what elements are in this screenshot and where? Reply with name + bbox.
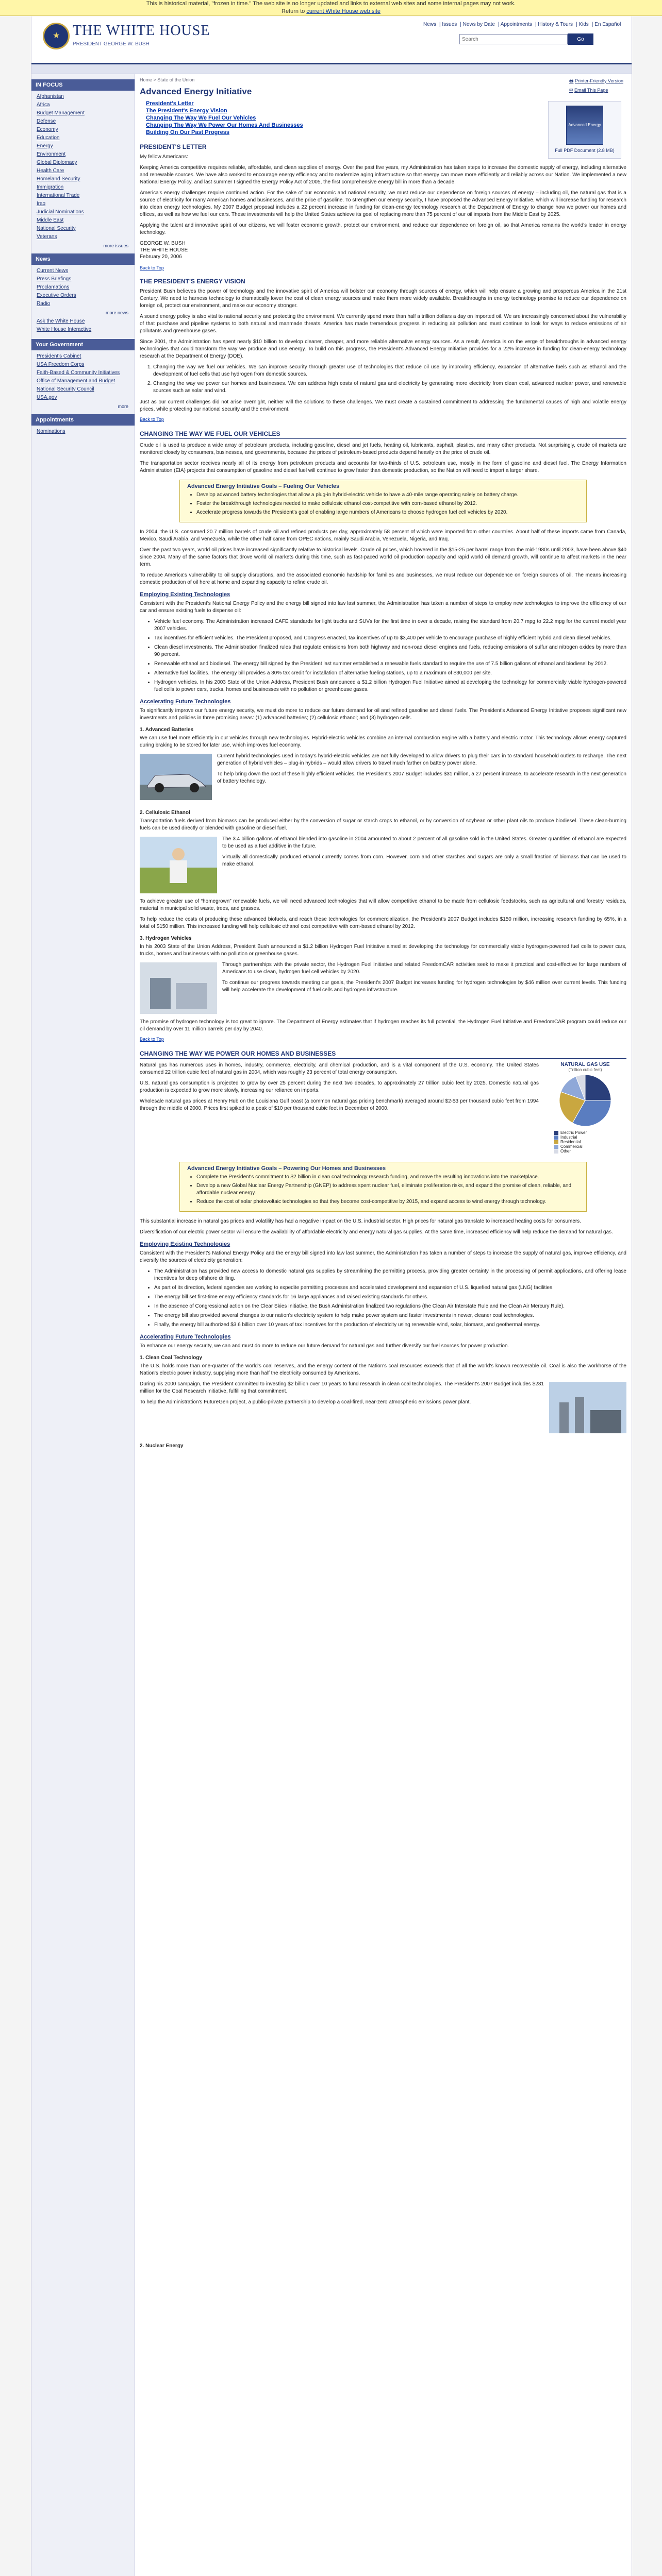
hydrogen-heading: 3. Hydrogen Vehicles [140,936,192,941]
power-paragraph: Wholesale natural gas prices at Henry Hub on the Louisiana Gulf coast (a common natural gas pricing benchmark) averaged around $2-$3 per thousand cubic feet from 1994 through the middle of 2000. Prices first spiked to a peak of $10 per thousand cubic feet in December of 2000. [140,1098,539,1111]
signature-org: THE WHITE HOUSE [140,247,188,253]
legend-swatch [554,1149,558,1154]
power-plant-illustration [549,1382,626,1433]
power-paragraph: U.S. natural gas consumption is projected to grow by over 25 percent during the next two decades, to approximately 27 trillion cubic feet by 2025. Domestic natural gas production is expected to grow more slowly, increasing our reliance on imports. [140,1080,539,1093]
list-item: • Foster the breakthrough technologies needed to make cellulosic ethanol cost-competitive with corn-based ethanol by 2012. [196,500,579,507]
power-existing-heading: Employing Existing Technologies [140,1241,230,1247]
batteries-paragraph: Current hybrid technologies used in today's hybrid-electric vehicles are not fully developed to allow drivers to plug their cars in to standard household outlets to recharge. The next generation of hybrid vehicles – plug-in hybrids – would allow drivers to travel much farther on battery power alone. [217,753,626,766]
sidebar-item[interactable]: USA.gov [37,395,57,400]
legend-label: Residential [560,1140,581,1144]
sidebar-item[interactable]: Energy [37,143,53,149]
power-plant-photo [549,1382,626,1435]
current-site-link[interactable]: current White House web site [306,8,380,14]
smokestack [559,1402,569,1433]
breadcrumb[interactable]: Home > State of the Union [140,77,195,82]
sidebar-news-list [31,267,135,308]
printer-friendly-link[interactable]: Printer-Friendly Version [574,78,623,83]
top-links: News | Issues | News by Date | Appointments | History & Tours | Kids | En Español [423,22,621,27]
fuel-paragraph: The transportation sector receives nearly all of its energy from petroleum products and accounts for two-thirds of U.S. petroleum use, mostly in the form of gasoline and diesel fuel. The Energy Information Administration (EIA) projects that consumption of gasoline and diesel fuel will continue to grow faster than domestic production, so the Nation will need to import a larger share. [140,461,626,473]
sidebar-interact-list [31,317,135,334]
legend-swatch [554,1136,558,1140]
legend-item [544,1140,626,1144]
back-to-top-link[interactable]: Back to Top [140,417,164,422]
letter-paragraph: Applying the talent and innovative spirit of our citizens, we will foster economic growth, protect our environment, and reduce our dependence on foreign oil, so that America remains the world's leader in energy technology. [140,223,626,235]
sidebar-item[interactable]: Immigration [37,184,64,190]
sidebar-item[interactable]: Afghanistan [37,94,64,99]
list-item: • Finally, the energy bill authorized $3.6 billion over 10 years of tax incentives for the production of electricity using renewable wind, solar, biomass, and geothermal energy. [154,1321,626,1329]
site-subtitle: PRESIDENT GEORGE W. BUSH [73,41,150,47]
future-tech-intro: To significantly improve our future energy security, we must do more to reduce our future demand for oil and refined gasoline and diesel fuels. The President's Advanced Energy Initiative proposes significant new investments and policies in three promising areas: (1) advanced batteries; (2) cellulosic ethanol; and (3) hydrogen cells. [140,708,626,721]
top-link-news[interactable]: News [423,22,437,27]
photo-equipment [150,978,171,1009]
future-tech-heading: Accelerating Future Technologies [140,699,231,705]
legend-item [544,1135,626,1140]
person-shirt [170,860,187,883]
sidebar-more-news[interactable]: more news [105,310,128,315]
page-title: Advanced Energy Initiative [140,87,252,96]
site-title[interactable]: THE WHITE HOUSE [73,23,210,39]
power-future-intro: To enhance our energy security, we can and must do more to reduce our future demand for natural gas and further diversify our fuel sources for power production. [140,1343,509,1349]
vision-paragraph: Since 2001, the Administration has spent nearly $10 billion to develop cleaner, cheaper, and more reliable alternative energy sources. As a result, America is on the verge of breakthroughs in advanced energy technologies that could transform the way we produce and use energy. To build on this progress, the President's Advanced Energy Initiative provides for a 22% increase in funding for clean-energy technology research at the Department of Energy (DOE). [140,339,626,359]
sidebar-appt-list [31,428,135,436]
top-link-kids[interactable]: Kids [578,22,589,27]
car-wheel [190,783,199,792]
list-item: • As part of its direction, federal agencies are working to expedite permitting processes and accelerated development and expansion of U.S. liquefied natural gas (LNG) facilities. [154,1284,626,1292]
page-tools [569,77,623,95]
natural-gas-chart [544,1062,626,1154]
list-item: 2. Changing the way we power our homes and businesses. We can address high costs of natural gas and electricity by generating more electricity from clean coal, advanced nuclear power, and renewable sources such as solar and wind. [153,380,626,395]
sidebar-more-issues[interactable]: more issues [103,243,128,248]
legend-swatch [554,1131,558,1135]
archive-notice-text: This is historical material, "frozen in time." The web site is no longer updated and links to external web sites and some internal pages may not work. [146,1,516,7]
sidebar-item[interactable]: Budget Management [37,110,85,116]
sidebar-item[interactable]: Middle East [37,217,64,223]
legend-item [544,1149,626,1154]
list-item: • Hydrogen vehicles. In his 2003 State of the Union Address, President Bush announced a $1.2 billion Hydrogen Fuel Initiative aimed at developing the technology for commercially viable hydrogen-powered fuel cells to power cars, trucks, homes and businesses with no pollution or greenhouse gases. [154,679,626,693]
sidebar-item[interactable]: White House Interactive [37,327,92,332]
email-page-link[interactable]: Email This Page [574,88,608,93]
legend-label: Other [560,1149,571,1154]
sidebar-more-gov[interactable]: more [118,404,128,409]
nav-strip [31,64,632,74]
chart-title: NATURAL GAS USE [560,1062,610,1067]
top-link-espanol[interactable]: En Español [594,22,621,27]
list-item: • The Administration has provided new access to domestic natural gas supplies by streamlining the permitting process, providing greater certainty in the processing of permit applications, and offering lease incentives for deep offshore drilling. [154,1268,626,1282]
sidebar-item[interactable]: Africa [37,102,50,108]
ethanol-paragraph: Virtually all domestically produced ethanol currently comes from corn. However, corn and other starches and sugars are only a small fraction of biomass that can be used to make ethanol. [222,854,626,867]
list-item: • Develop a new Global Nuclear Energy Partnership (GNEP) to address spent nuclear fuel, eliminate proliferation risks, and expand the promise of clean, reliable, and affordable nuclear energy. [196,1182,579,1197]
list-item: • Renewable ethanol and biodiesel. The energy bill signed by the President last summer established a renewable fuels standard to require the use of 7.5 billion gallons of ethanol and biodiesel by 2012. [154,660,626,668]
sidebar-item[interactable]: Global Diplomacy [37,160,77,165]
sidebar-item[interactable]: USA Freedom Corps [37,362,85,367]
sidebar-item[interactable]: Environment [37,151,66,157]
letter-paragraph: America's energy challenges require continued action. For the sake of our economic and national security, we must reduce our dependence on foreign sources of energy – including oil, the natural gas that is a source of electricity for many American homes and businesses, and the price of gasoline. To strengthen our energy security, I have proposed the Advanced Energy Initiative, which will increase funding for research into clean energy technologies. My 2007 Budget proposal includes a 22 percent increase in funding for clean-energy technology research at the Department of Energy to change how we power our homes and offices, as well as how we fuel our cars. These investments will help the United States achieve its goal of replacing more than 75 percent of our oil imports from the Middle East by 2025. [140,190,626,217]
legend-swatch [554,1145,558,1149]
fuel-goals-box [179,480,587,522]
sidebar-item[interactable]: National Security [37,226,76,231]
list-item: • The energy bill set first-time energy efficiency standards for 16 large appliances and raised existing standards for others. [154,1294,626,1301]
list-item: • Vehicle fuel economy. The Administration increased CAFE standards for light trucks and SUVs for the first time in over a decade, raising the standard from 20.7 mpg to 22.2 mpg for the current model year 2007 vehicles. [154,618,626,633]
toc-link[interactable]: The President's Energy Vision [146,108,227,114]
sidebar-gov-list [31,352,135,402]
letter-heading: PRESIDENT'S LETTER [140,143,207,150]
sidebar-item[interactable]: Proclamations [37,284,70,290]
toc-link[interactable]: President's Letter [146,100,194,107]
top-link-issues[interactable]: Issues [442,22,457,27]
ethanol-paragraph: To help reduce the costs of producing these advanced biofuels, and reach these technologies for commercialization, the President's 2007 Budget includes $150 million, increasing research funding by 65%, in a total of $150 million. This increased funding will help cellulosic ethanol cost competitive with corn-based ethanol by 2012. [140,917,626,929]
sidebar-focus-list [31,93,135,241]
pdf-link[interactable]: Full PDF Document (2.8 MB) [555,148,615,153]
list-item: • Reduce the cost of solar photovoltaic technologies so that they become cost-competitive by 2015, and expand access to wind energy through technology. [196,1198,579,1206]
list-item: • Complete the President's commitment to $2 billion in clean coal technology research funding, and move the resulting innovations into the marketplace. [196,1174,579,1181]
sidebar-item[interactable]: Press Briefings [37,276,72,282]
page [31,16,632,2576]
search-button[interactable]: Go [568,33,593,45]
vision-paragraph: A sound energy policy is also vital to national security and protecting the environment. We currently spend more than half a trillion dollars a day on imported oil. We are increasingly concerned about the vulnerability of that purchase and pipeline systems to both natural and manmade threats. America has made tremendous progress in reducing air pollution and must continue to look for ways to reduce emissions of air pollutants and greenhouse gases. [140,314,626,334]
vision-paragraph: President Bush believes the power of technology and the innovative spirit of America will bolster our economy through sources of energy, which will help ensure a growing and prosperous America in the 21st Century. We need to harness technology to dramatically lower the cost of clean energy sources and make them more widely available. Breakthroughs in energy technology promise to reduce our dependence on foreign oil, protect our environment, and make our economy stronger. [140,289,626,309]
sidebar [31,74,135,2576]
fuel-paragraph: Crude oil is used to produce a wide array of petroleum products, including gasoline, diesel and jet fuels, heating oil, lubricants, asphalt, plastics, and many other products. Not surprisingly, crude oil markets are monitored closely by consumers, businesses, and governments, because the prices of petroleum-based products depend heavily on the price of crude oil. [140,443,626,455]
hydrogen-paragraph: To continue our progress towards meeting our goals, the President's 2007 Budget increases funding for hydrogen technologies by $46 million over current levels. This funding will help accelerate the development of fuel cells and hydrogen infrastructure. [222,980,626,993]
toc-link[interactable]: Changing The Way We Power Our Homes And Businesses [146,122,303,128]
power-paragraph: Diversification of our electric power sector will ensure the availability of affordable electricity and energy natural gas supplies. At the same time, increased efficiency will help reduce the demand for natural gas. [140,1229,613,1235]
fuel-heading: CHANGING THE WAY WE FUEL OUR VEHICLES [140,430,626,439]
ethanol-paragraph: The 3.4 billion gallons of ethanol blended into gasoline in 2004 amounted to about 2 percent of all gasoline sold in the United States. Greater quantities of ethanol are expected to be used as a fuel additive in the future. [222,836,626,849]
legend-label: Electric Power [560,1130,587,1135]
printer-icon[interactable]: 🖶 [569,78,574,83]
hydrogen-paragraph: Through partnerships with the private sector, the Hydrogen Fuel Initiative and related FreedomCAR activities seek to make it practical and cost-effective for large numbers of Americans to use clean, hydrogen fuel cell vehicles by 2020. [222,962,626,975]
batteries-paragraph: To help bring down the cost of these highly efficient vehicles, the President's 2007 Budget includes $31 million, a 27 percent increase, to accelerate research in the next generation of battery technology. [217,771,626,784]
archive-notice [0,0,662,16]
power-existing-intro: Consistent with the President's National Energy Policy and the energy bill signed into law last summer, the Administration has taken a number of steps to increase the supply of natural gas, improve efficiency, and diversify the sources of electricity generation: [140,1250,626,1263]
sidebar-heading-appointments: Appointments [31,414,135,426]
goals-box-heading: Advanced Energy Initiative Goals – Fueling Our Vehicles [187,483,340,489]
farmer-illustration [140,837,217,893]
main-content [140,74,626,2576]
table-of-contents [140,100,507,136]
batteries-heading: 1. Advanced Batteries [140,727,194,733]
power-future-heading: Accelerating Future Technologies [140,1334,231,1340]
sidebar-item[interactable]: Ask the White House [37,318,85,324]
sidebar-item[interactable]: Office of Management and Budget [37,378,115,384]
vision-paragraph: Just as our current challenges did not arise overnight, neither will the solutions to these challenges. We must create a sustained commitment to addressing the fundamental causes of high and volatile energy prices, while protecting our national security and the environment. [140,399,626,412]
coal-paragraph: The U.S. holds more than one-quarter of the world's coal reserves, and the energy content of the Nation's coal resources exceeds that of all the world's known recoverable oil. Coal is also the workhorse of the Nation's electric power industry, supplying more than half the electricity consumed by Americans. [140,1363,626,1376]
vision-heading: THE PRESIDENT'S ENERGY VISION [140,278,245,285]
back-to-top-link[interactable]: Back to Top [140,1037,164,1042]
vision-goals-list [140,364,626,395]
list-item: • Tax incentives for efficient vehicles. The President proposed, and Congress enacted, tax incentives of up to $3,400 per vehicle to encourage purchase of highly efficient hybrid and clean diesel vehicles. [154,635,626,642]
ethanol-paragraph: Transportation fuels derived from biomass can be produced either by the conversion of sugar or starch crops to ethanol, or by conversion of soybean or other plant oils to produce biodiesel. These clean-burning fuels can be used directly or blended with gasoline or diesel fuel. [140,818,626,831]
photo-equipment [176,983,207,1009]
signature-date: February 20, 2006 [140,254,182,260]
sidebar-item[interactable]: Homeland Security [37,176,80,182]
existing-tech-intro: Consistent with the President's National Energy Policy and the energy bill signed into law last summer, the Administration has taken a number of steps to employ new technologies to improve the efficiency of our car and ensure existing fuels to dispense oil: [140,601,626,614]
top-link-news-by-date[interactable]: News by Date [462,22,495,27]
sidebar-heading-focus: IN FOCUS [31,79,135,91]
sidebar-item[interactable]: Veterans [37,234,57,240]
top-link-appointments[interactable]: Appointments [500,22,532,27]
pie-slice-electric-power [585,1075,611,1100]
list-item: • Alternative fuel facilities. The energy bill provides a 30% tax credit for installation of alternative fueling stations, up to a maximum of $30,000 per site. [154,670,626,677]
toc-link[interactable]: Building On Our Past Progress [146,129,229,135]
power-paragraph: This substantial increase in natural gas prices and volatility has had a negative impact on the U.S. industrial sector. High prices for natural gas translate to increased heating costs for consumers. [140,1218,582,1224]
legend-label: Commercial [560,1144,583,1149]
power-goals-box [179,1162,587,1212]
sidebar-item[interactable]: Radio [37,301,51,307]
fuel-paragraph: Over the past two years, world oil prices have increased significantly relative to historical levels. Crude oil prices, which hovered in the $15-25 per barrel range from the mid-1980s until 2003, have been above $40 since 2004. Many of the same factors that drove world oil markets during this time, such as fast-paced world oil production capacity and rapid world oil demand growth, will continue to affect markets in the near term. [140,547,626,567]
ethanol-heading: 2. Cellulosic Ethanol [140,810,190,816]
pdf-download[interactable] [548,101,621,165]
fuel-paragraph: In 2004, the U.S. consumed 20.7 million barrels of crude oil and refined products per day, approximately 58 percent of which were imported from other countries. About half of these imports came from Canada, Mexico, Saudi Arabia, and Venezuela, while the other half came from OPEC nations, mainly Saudi Arabia, Venezuela, Nigeria, and Iraq. [140,529,626,542]
list-item: • Clean diesel investments. The Administration finalized rules that regulate emissions from both highway and non-road diesel engines and fuels, reducing emissions of sulfur and nitrogen oxides by more than 90 percent. [154,644,626,658]
nuclear-heading: 2. Nuclear Energy [140,1443,184,1449]
coal-paragraph: During his 2000 campaign, the President committed to investing $2 billion over 10 years to fund research in clean coal technologies. The President's 2007 Budget includes $281 million for the Coal Research Initiative, fulfilling that commitment. [140,1381,544,1394]
sidebar-item[interactable]: Faith-Based & Community Initiatives [37,370,120,376]
fuel-paragraph: To reduce America's vulnerability to oil supply disruptions, and the associated economic hardship for families and businesses, we must reduce our dependence on foreign sources of oil. The means increasing domestic production of oil here at home and expanding capacity to refine crude oil. [140,572,626,585]
top-link-history[interactable]: History & Tours [538,22,573,27]
header [31,16,632,64]
legend-item [544,1130,626,1135]
letter-salutation: My fellow Americans: [140,154,188,160]
sidebar-item[interactable]: Executive Orders [37,293,76,298]
list-item: • Develop advanced battery technologies that allow a plug-in hybrid-electric vehicle to have a 40-mile range operating solely on battery charge. [196,492,579,499]
list-item: • Accelerate progress towards the President's goal of enabling large numbers of Americans to choose hydrogen fuel cell vehicles by 2020. [196,509,579,516]
existing-tech-heading: Employing Existing Technologies [140,591,230,598]
signature-name: GEORGE W. BUSH [140,241,186,246]
hydrogen-paragraph: The promise of hydrogen technology is too great to ignore. The Department of Energy estimates that if hydrogen reaches its full potential, the Hydrogen Fuel Initiative and FreedomCAR program could reduce our oil demand by over 11 million barrels per day by 2040. [140,1019,626,1032]
batteries-paragraph: We can use fuel more efficiently in our vehicles through new technologies. Hybrid-electric vehicles combine an internal combustion engine with a battery and electric motor. This technology allows energy captured during braking to be stored for later use, which improves fuel economy. [140,735,626,748]
hydrogen-illustration [140,962,217,1014]
letter-signature [140,240,626,260]
power-existing-list [140,1268,626,1329]
pie-chart [557,1072,614,1129]
sidebar-heading-government: Your Government [31,339,135,350]
legend-swatch [554,1140,558,1144]
list-item: 1. Changing the way we fuel our vehicles. We can improve security through greater use of technologies that reduce oil use by improving efficiency, expansion of alternative fuels such as ethanol and the development of fuel cells that use hydrogen from domestic sources. [153,364,626,378]
plant-building [590,1410,621,1433]
list-item: • In the absence of Congressional action on the Clear Skies Initiative, the Bush Administration finalized two regulations (the Clean Air Interstate Rule and the Clean Air Mercury Rule). [154,1303,626,1310]
power-paragraph: Natural gas has numerous uses in homes, industry, commerce, electricity, and chemical production, and is a vital component of the U.S. economy. The United States consumed 22 trillion cubic feet of natural gas in 2004, which was roughly 23 percent of total energy consumption. [140,1062,539,1075]
legend-label: Industrial [560,1135,577,1140]
letter-paragraph: Keeping America competitive requires reliable, affordable, and clean supplies of energy. Over the past five years, my Administration has taken steps to increase the domestic supply of energy, including alternative and renewable sources. We have also worked to encourage energy efficiency and to modernize aging infrastructure so that energy can move more efficiently and reliably across our Nation. We implemented a new National Energy Policy, and last summer I signed the Energy Policy Act of 2005, the first comprehensive energy bill in more than a decade. [140,165,626,185]
car-illustration [140,754,212,800]
presidential-seal-icon[interactable]: ★ [43,23,70,49]
existing-tech-list [140,618,626,693]
coal-heading: 1. Clean Coal Technology [140,1355,202,1361]
email-icon[interactable]: ✉ [569,88,573,93]
power-heading: CHANGING THE WAY WE POWER OUR HOMES AND BUSINESSES [140,1050,626,1059]
toc-link[interactable]: Changing The Way We Fuel Our Vehicles [146,115,256,121]
sidebar-item[interactable]: Health Care [37,168,64,174]
back-to-top-link[interactable]: Back to Top [140,265,164,270]
coal-paragraph: To help the Administration's FutureGen project, a public-private partnership to develop a coal-fired, near-zero atmospheric emissions power plant. [140,1399,471,1405]
legend-item [544,1144,626,1149]
hybrid-car-photo [140,754,212,802]
person-head [172,848,185,860]
farm-photo [140,837,217,895]
sidebar-item[interactable]: International Trade [37,193,80,198]
smokestack [575,1397,584,1433]
sidebar-item[interactable]: Current News [37,268,69,274]
list-item: • The energy bill also provided several changes to our nation's electricity system to help make power system and faster investments in newer, cleaner coal technologies. [154,1312,626,1319]
pdf-cover-image[interactable]: Advanced Energy Initiative [566,106,603,145]
sidebar-heading-news: News [31,253,135,265]
ethanol-paragraph: To achieve greater use of “homegrown” renewable fuels, we will need advanced technologies that will allow competitive ethanol to be made from cellulosic feedstocks, such as agricultural and forestry residues, material in municipal solid waste, trees, and grasses. [140,899,626,911]
hydrogen-paragraph: In his 2003 State of the Union Address, President Bush announced a $1.2 billion Hydrogen Fuel Initiative aimed at developing the technology for commercially viable hydrogen-powered fuel cells to power cars, trucks, homes and businesses with no pollution or greenhouse gases. [140,944,626,957]
hydrogen-photo [140,962,217,1015]
sidebar-item[interactable]: Iraq [37,201,46,207]
chart-subtitle: (Trillion cubic feet) [568,1067,602,1072]
sidebar-item[interactable]: Judicial Nominations [37,209,84,215]
archive-return-text: Return to [282,8,305,14]
sidebar-item[interactable]: Education [37,135,60,141]
sidebar-item[interactable]: President's Cabinet [37,353,81,359]
sidebar-item[interactable]: Economy [37,127,58,132]
search-input[interactable] [459,34,568,44]
goals-box-heading: Advanced Energy Initiative Goals – Powering Our Homes and Businesses [187,1165,386,1172]
car-wheel [155,783,164,792]
sidebar-item[interactable]: Defense [37,118,56,124]
sidebar-item[interactable]: National Security Council [37,386,94,392]
sidebar-item[interactable]: Nominations [37,429,65,434]
